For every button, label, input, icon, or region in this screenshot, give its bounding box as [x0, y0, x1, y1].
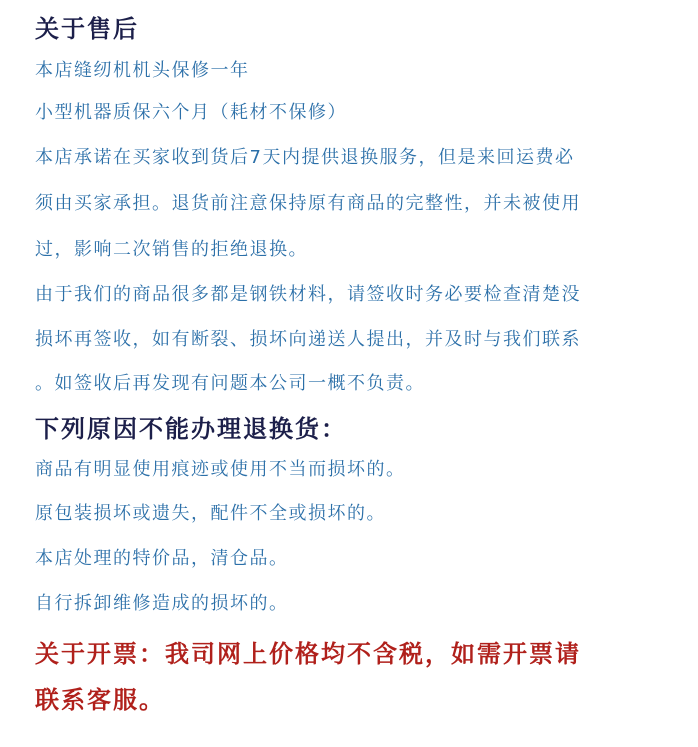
after-sales-title: 关于售后 — [35, 15, 139, 43]
policy-line: 本店缝纫机机头保修一年 — [35, 60, 250, 81]
invoice-notice-line: 联系客服。 — [35, 686, 165, 714]
no-return-item: 自行拆卸维修造成的损坏的。 — [35, 593, 289, 614]
policy-line: 小型机器质保六个月（耗材不保修） — [35, 102, 347, 123]
policy-line: 由于我们的商品很多都是钢铁材料，请签收时务必要检查清楚没 — [35, 284, 581, 305]
policy-line: 须由买家承担。退货前注意保持原有商品的完整性，并未被使用 — [35, 193, 581, 214]
policy-line: 过，影响二次销售的拒绝退换。 — [35, 239, 308, 260]
no-return-title: 下列原因不能办理退换货： — [35, 415, 347, 443]
no-return-item: 商品有明显使用痕迹或使用不当而损坏的。 — [35, 459, 406, 480]
policy-line: 损坏再签收，如有断裂、损坏向递送人提出，并及时与我们联系 — [35, 329, 581, 350]
policy-line: 本店承诺在买家收到货后7天内提供退换服务，但是来回运费必 — [35, 147, 575, 168]
no-return-item: 原包装损坏或遗失，配件不全或损坏的。 — [35, 503, 386, 524]
invoice-notice-line: 关于开票：我司网上价格均不含税，如需开票请 — [35, 640, 581, 668]
policy-line: 。如签收后再发现有问题本公司一概不负责。 — [35, 373, 425, 394]
no-return-item: 本店处理的特价品，清仓品。 — [35, 548, 289, 569]
